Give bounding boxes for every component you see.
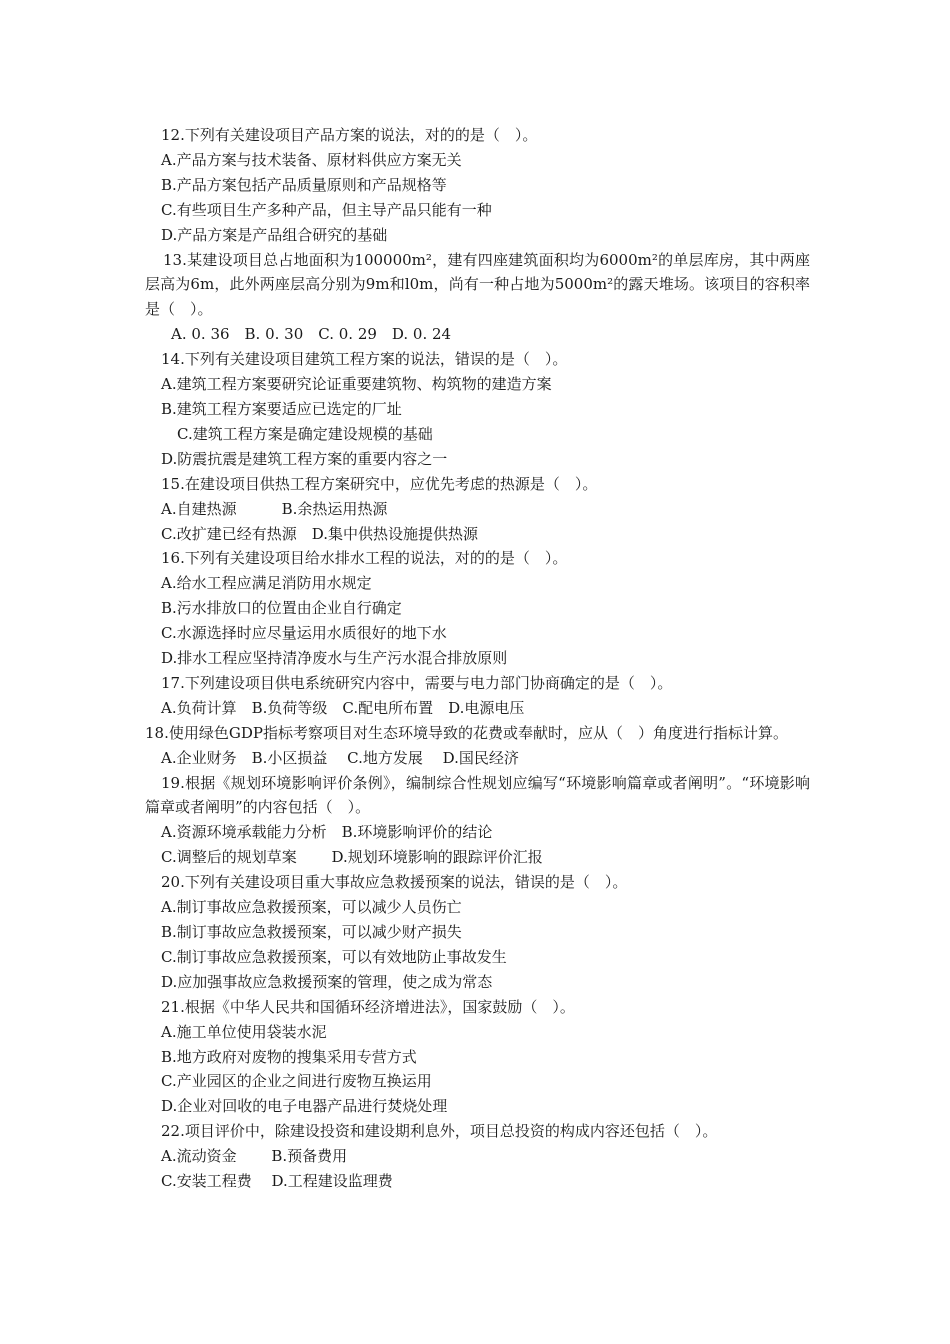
question-stem: 15.在建设项目供热工程方案研究中，应优先考虑的热源是（ ）。 xyxy=(161,474,598,493)
option: C.建筑工程方案是确定建设规模的基础 xyxy=(177,424,433,443)
question-16 xyxy=(145,546,810,671)
option: A.给水工程应满足消防用水规定 xyxy=(161,574,372,593)
question-12 xyxy=(145,123,810,248)
option: A.建筑工程方案要研究论证重要建筑物、构筑物的建造方案 xyxy=(161,375,552,394)
question-stem: 16.下列有关建设项目给水排水工程的说法，对的的是（ ）。 xyxy=(161,549,568,568)
exam-questions xyxy=(145,123,810,1194)
option: A.负荷计算 B.负荷等级 C.配电所布置 D.电源电压 xyxy=(161,698,525,717)
question-13 xyxy=(145,248,810,348)
question-22 xyxy=(145,1119,810,1194)
option: D.产品方案是产品组合研究的基础 xyxy=(161,225,388,244)
question-17 xyxy=(145,671,810,721)
question-stem: 12.下列有关建设项目产品方案的说法，对的的是（ ）。 xyxy=(161,126,538,144)
option: C.产业园区的企业之间进行废物互换运用 xyxy=(161,1072,432,1091)
question-stem: 20.下列有关建设项目重大事故应急救援预案的说法，错误的是（ ）。 xyxy=(161,873,628,892)
question-stem: 17.下列建设项目供电系统研究内容中，需要与电力部门协商确定的是（ ）。 xyxy=(161,673,673,692)
question-21 xyxy=(145,995,810,1120)
option: A.自建热源 B.余热运用热源 xyxy=(161,499,388,518)
question-stem: 19.根据《规划环境影响评价条例》，编制综合性规划应编写“环境影响篇章或者阐明”。“环境影响篇章或者阐明”的内容包括（ ）。 xyxy=(145,773,810,817)
option: D.排水工程应坚持清净废水与生产污水混合排放原则 xyxy=(161,649,508,668)
option: C.安装工程费 D.工程建设监理费 xyxy=(161,1172,393,1191)
option: B.污水排放口的位置由企业自行确定 xyxy=(161,599,402,618)
question-stem: 21.根据《中华人民共和国循环经济增进法》，国家鼓励（ ）。 xyxy=(161,997,575,1016)
option: C.调整后的规划草案 D.规划环境影响的跟踪评价汇报 xyxy=(161,848,543,867)
option: A. 0. 36 B. 0. 30 C. 0. 29 D. 0. 24 xyxy=(171,325,452,344)
option: D.防震抗震是建筑工程方案的重要内容之一 xyxy=(161,449,448,468)
question-14 xyxy=(145,347,810,472)
option: C.有些项目生产多种产品，但主导产品只能有一种 xyxy=(161,200,492,219)
question-stem: 14.下列有关建设项目建筑工程方案的说法，错误的是（ ）。 xyxy=(161,350,568,369)
option: B.地方政府对废物的搜集采用专营方式 xyxy=(161,1047,417,1066)
option: B.产品方案包括产品质量原则和产品规格等 xyxy=(161,175,447,194)
option: A.产品方案与技术装备、原材料供应方案无关 xyxy=(161,150,462,169)
question-19 xyxy=(145,771,810,871)
question-stem: 13.某建设项目总占地面积为100000m²，建有四座建筑面积均为6000m²的单层库房，其中两座层高为6m，此外两座层高分别为9m和l0m，尚有一种占地为5000m²的露天堆场。该项目的容积率是（ ）。 xyxy=(145,250,810,319)
option: C.制订事故应急救援预案，可以有效地防止事故发生 xyxy=(161,947,507,966)
option: A.资源环境承载能力分析 B.环境影响评价的结论 xyxy=(161,823,493,842)
option: A.企业财务 B.小区损益 C.地方发展 D.国民经济 xyxy=(161,748,519,767)
option: A.流动资金 B.预备费用 xyxy=(161,1147,348,1166)
option: B.建筑工程方案要适应已选定的厂址 xyxy=(161,399,402,418)
option: D.应加强事故应急救援预案的管理，使之成为常态 xyxy=(161,972,493,991)
question-20 xyxy=(145,870,810,995)
question-18 xyxy=(145,721,810,771)
question-stem: 22.项目评价中，除建设投资和建设期利息外，项目总投资的构成内容还包括（ ）。 xyxy=(161,1122,718,1141)
option: A.制订事故应急救援预案，可以减少人员伤亡 xyxy=(161,898,462,917)
option: B.制订事故应急救援预案，可以减少财产损失 xyxy=(161,923,462,941)
option: D.企业对回收的电子电器产品进行焚烧处理 xyxy=(161,1097,448,1116)
option: C.改扩建已经有热源 D.集中供热设施提供热源 xyxy=(161,524,478,543)
option: A.施工单位使用袋装水泥 xyxy=(161,1022,327,1041)
option: C.水源选择时应尽量运用水质很好的地下水 xyxy=(161,624,447,643)
question-15 xyxy=(145,472,810,547)
question-stem: 18.使用绿色GDP指标考察项目对生态环境导致的花费或奉献时，应从（ ）角度进行指标计算。 xyxy=(145,723,788,742)
